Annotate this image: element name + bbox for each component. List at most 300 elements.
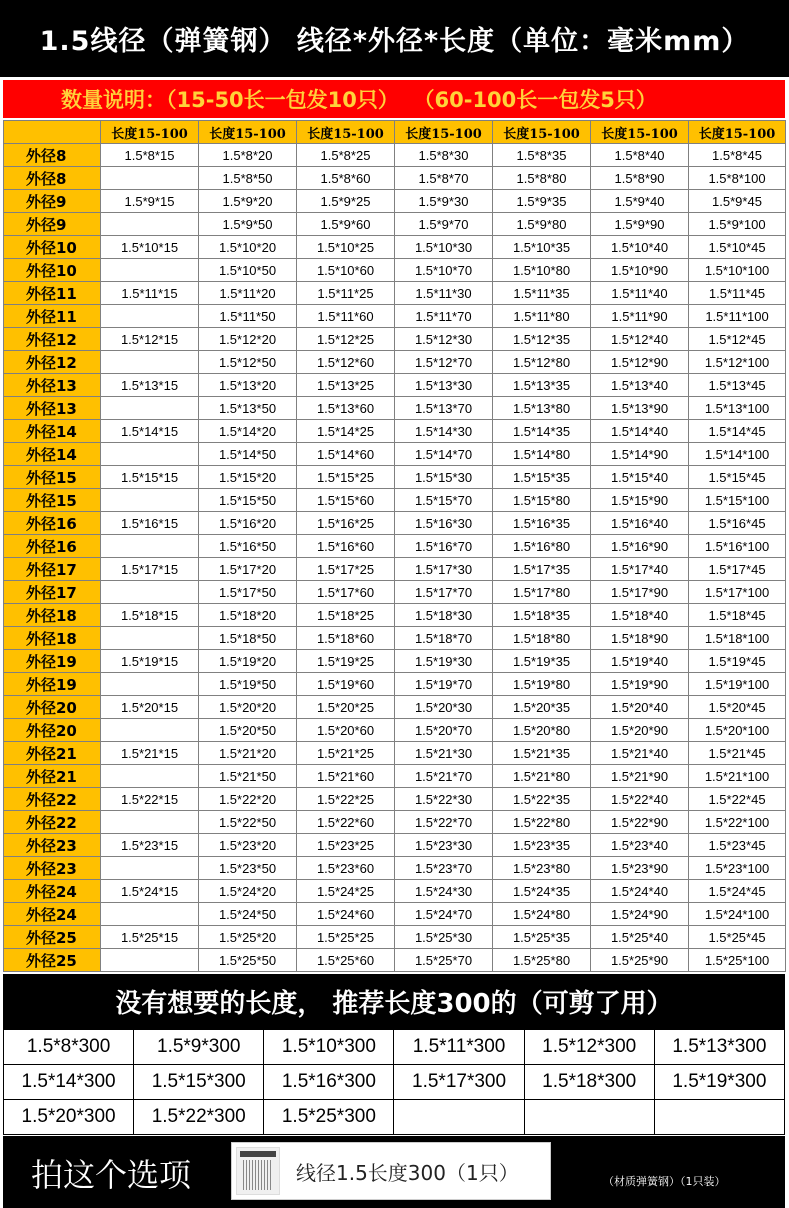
table-row xyxy=(4,742,786,765)
table-cell: 1.5*17*50 xyxy=(199,581,297,604)
table-cell: 1.5*16*70 xyxy=(395,535,493,558)
column-header: 长度15-100 xyxy=(689,121,786,144)
table-cell: 1.5*17*15 xyxy=(101,558,199,581)
table-cell: 1.5*20*20 xyxy=(199,696,297,719)
table-cell: 1.5*10*15 xyxy=(101,236,199,259)
table-cell: 1.5*9*50 xyxy=(199,213,297,236)
table-row xyxy=(4,236,786,259)
table-cell: 1.5*12*20 xyxy=(199,328,297,351)
table-row xyxy=(4,834,786,857)
table-cell: 1.5*16*20 xyxy=(199,512,297,535)
column-header: 长度15-100 xyxy=(591,121,689,144)
row-label: 外径25 xyxy=(4,926,101,949)
row-label: 外径8 xyxy=(4,167,101,190)
table-cell: 1.5*9*30 xyxy=(395,190,493,213)
table-cell: 1.5*18*15 xyxy=(101,604,199,627)
table-cell: 1.5*22*25 xyxy=(297,788,395,811)
recommend-row xyxy=(4,1065,785,1100)
row-label: 外径25 xyxy=(4,949,101,972)
row-label: 外径15 xyxy=(4,489,101,512)
table-cell: 1.5*23*50 xyxy=(199,857,297,880)
table-row xyxy=(4,374,786,397)
table-cell: 1.5*11*70 xyxy=(395,305,493,328)
table-cell: 1.5*13*100 xyxy=(689,397,786,420)
recommend-cell: 1.5*19*300 xyxy=(654,1065,784,1100)
table-row xyxy=(4,581,786,604)
table-cell: 1.5*20*30 xyxy=(395,696,493,719)
recommend-cell: 1.5*18*300 xyxy=(524,1065,654,1100)
table-cell: 1.5*16*25 xyxy=(297,512,395,535)
table-cell: 1.5*8*15 xyxy=(101,144,199,167)
table-cell: 1.5*9*70 xyxy=(395,213,493,236)
table-cell: 1.5*21*25 xyxy=(297,742,395,765)
table-cell: 1.5*11*40 xyxy=(591,282,689,305)
table-cell: 1.5*9*15 xyxy=(101,190,199,213)
table-cell: 1.5*15*45 xyxy=(689,466,786,489)
table-cell: 1.5*12*25 xyxy=(297,328,395,351)
table-row xyxy=(4,650,786,673)
table-cell: 1.5*20*80 xyxy=(493,719,591,742)
table-cell: 1.5*15*15 xyxy=(101,466,199,489)
table-cell: 1.5*11*90 xyxy=(591,305,689,328)
table-cell: 1.5*14*100 xyxy=(689,443,786,466)
table-cell: 1.5*8*100 xyxy=(689,167,786,190)
table-cell: 1.5*25*100 xyxy=(689,949,786,972)
table-cell: 1.5*24*70 xyxy=(395,903,493,926)
table-cell: 1.5*20*90 xyxy=(591,719,689,742)
table-cell: 1.5*21*35 xyxy=(493,742,591,765)
recommend-row xyxy=(4,1030,785,1065)
recommend-cell: 1.5*22*300 xyxy=(134,1100,264,1135)
table-cell: 1.5*25*70 xyxy=(395,949,493,972)
table-cell: 1.5*17*45 xyxy=(689,558,786,581)
table-cell: 1.5*14*50 xyxy=(199,443,297,466)
table-cell: 1.5*11*45 xyxy=(689,282,786,305)
table-cell: 1.5*24*100 xyxy=(689,903,786,926)
table-cell: 1.5*19*80 xyxy=(493,673,591,696)
column-header: 长度15-100 xyxy=(199,121,297,144)
table-cell: 1.5*24*45 xyxy=(689,880,786,903)
table-cell: 1.5*19*40 xyxy=(591,650,689,673)
table-cell: 1.5*10*35 xyxy=(493,236,591,259)
table-cell xyxy=(101,305,199,328)
table-cell: 1.5*22*15 xyxy=(101,788,199,811)
table-cell: 1.5*22*20 xyxy=(199,788,297,811)
table-cell xyxy=(101,903,199,926)
table-cell: 1.5*21*20 xyxy=(199,742,297,765)
table-row xyxy=(4,719,786,742)
table-cell: 1.5*11*50 xyxy=(199,305,297,328)
table-cell: 1.5*9*25 xyxy=(297,190,395,213)
table-cell: 1.5*13*80 xyxy=(493,397,591,420)
recommend-cell: 1.5*15*300 xyxy=(134,1065,264,1100)
table-cell: 1.5*21*90 xyxy=(591,765,689,788)
table-cell: 1.5*12*90 xyxy=(591,351,689,374)
table-cell xyxy=(101,397,199,420)
table-cell: 1.5*18*50 xyxy=(199,627,297,650)
table-cell: 1.5*11*100 xyxy=(689,305,786,328)
table-row xyxy=(4,328,786,351)
table-cell: 1.5*15*50 xyxy=(199,489,297,512)
table-cell: 1.5*19*100 xyxy=(689,673,786,696)
table-cell: 1.5*8*45 xyxy=(689,144,786,167)
table-row xyxy=(4,213,786,236)
table-cell: 1.5*23*15 xyxy=(101,834,199,857)
row-label: 外径18 xyxy=(4,604,101,627)
table-cell: 1.5*17*20 xyxy=(199,558,297,581)
row-label: 外径23 xyxy=(4,834,101,857)
row-label: 外径19 xyxy=(4,650,101,673)
table-cell: 1.5*20*60 xyxy=(297,719,395,742)
table-cell: 1.5*19*25 xyxy=(297,650,395,673)
recommend-cell xyxy=(654,1100,784,1135)
table-cell: 1.5*12*15 xyxy=(101,328,199,351)
table-cell: 1.5*17*80 xyxy=(493,581,591,604)
table-cell: 1.5*24*50 xyxy=(199,903,297,926)
table-cell: 1.5*21*60 xyxy=(297,765,395,788)
table-cell: 1.5*13*20 xyxy=(199,374,297,397)
recommend-cell: 1.5*20*300 xyxy=(4,1100,134,1135)
table-cell: 1.5*9*35 xyxy=(493,190,591,213)
table-cell: 1.5*25*80 xyxy=(493,949,591,972)
table-cell: 1.5*16*30 xyxy=(395,512,493,535)
table-row xyxy=(4,512,786,535)
table-cell xyxy=(101,811,199,834)
table-cell: 1.5*19*60 xyxy=(297,673,395,696)
table-cell: 1.5*18*20 xyxy=(199,604,297,627)
table-cell: 1.5*19*50 xyxy=(199,673,297,696)
table-cell: 1.5*16*40 xyxy=(591,512,689,535)
table-row xyxy=(4,259,786,282)
table-cell: 1.5*18*90 xyxy=(591,627,689,650)
row-label: 外径11 xyxy=(4,305,101,328)
table-row xyxy=(4,857,786,880)
table-cell: 1.5*23*60 xyxy=(297,857,395,880)
table-cell xyxy=(101,673,199,696)
table-cell: 1.5*14*30 xyxy=(395,420,493,443)
table-cell xyxy=(101,719,199,742)
table-cell xyxy=(101,581,199,604)
table-row xyxy=(4,420,786,443)
table-cell: 1.5*18*40 xyxy=(591,604,689,627)
table-cell xyxy=(101,949,199,972)
column-header: 长度15-100 xyxy=(493,121,591,144)
table-cell: 1.5*23*90 xyxy=(591,857,689,880)
table-cell: 1.5*9*90 xyxy=(591,213,689,236)
table-cell: 1.5*23*40 xyxy=(591,834,689,857)
table-cell: 1.5*16*35 xyxy=(493,512,591,535)
recommend-cell: 1.5*17*300 xyxy=(394,1065,524,1100)
table-cell: 1.5*17*60 xyxy=(297,581,395,604)
table-cell: 1.5*25*45 xyxy=(689,926,786,949)
table-cell: 1.5*8*70 xyxy=(395,167,493,190)
table-row xyxy=(4,144,786,167)
row-label: 外径16 xyxy=(4,512,101,535)
table-cell: 1.5*21*50 xyxy=(199,765,297,788)
table-cell: 1.5*8*20 xyxy=(199,144,297,167)
recommend-cell: 1.5*8*300 xyxy=(4,1030,134,1065)
table-cell xyxy=(101,489,199,512)
table-cell: 1.5*16*50 xyxy=(199,535,297,558)
table-cell xyxy=(101,443,199,466)
table-cell: 1.5*17*100 xyxy=(689,581,786,604)
recommend-cell xyxy=(394,1100,524,1135)
recommend-cell: 1.5*25*300 xyxy=(264,1100,394,1135)
row-label: 外径10 xyxy=(4,259,101,282)
table-cell: 1.5*15*25 xyxy=(297,466,395,489)
row-label: 外径13 xyxy=(4,397,101,420)
table-cell: 1.5*23*45 xyxy=(689,834,786,857)
table-cell: 1.5*14*20 xyxy=(199,420,297,443)
recommend-cell: 1.5*16*300 xyxy=(264,1065,394,1100)
table-cell: 1.5*25*15 xyxy=(101,926,199,949)
table-row xyxy=(4,558,786,581)
row-label: 外径12 xyxy=(4,328,101,351)
table-cell: 1.5*23*25 xyxy=(297,834,395,857)
column-header: 长度15-100 xyxy=(297,121,395,144)
table-row xyxy=(4,397,786,420)
table-cell: 1.5*11*30 xyxy=(395,282,493,305)
row-label: 外径15 xyxy=(4,466,101,489)
row-label: 外径24 xyxy=(4,903,101,926)
row-label: 外径21 xyxy=(4,765,101,788)
row-label: 外径16 xyxy=(4,535,101,558)
table-row xyxy=(4,949,786,972)
row-label: 外径17 xyxy=(4,581,101,604)
table-cell: 1.5*15*80 xyxy=(493,489,591,512)
table-cell: 1.5*19*90 xyxy=(591,673,689,696)
table-cell: 1.5*20*40 xyxy=(591,696,689,719)
table-cell: 1.5*13*30 xyxy=(395,374,493,397)
table-cell: 1.5*23*20 xyxy=(199,834,297,857)
table-cell: 1.5*10*50 xyxy=(199,259,297,282)
table-cell: 1.5*21*45 xyxy=(689,742,786,765)
table-cell: 1.5*23*35 xyxy=(493,834,591,857)
table-cell: 1.5*17*40 xyxy=(591,558,689,581)
table-cell: 1.5*12*35 xyxy=(493,328,591,351)
table-row xyxy=(4,673,786,696)
table-cell: 1.5*13*45 xyxy=(689,374,786,397)
table-cell: 1.5*16*90 xyxy=(591,535,689,558)
recommend-table xyxy=(3,1029,785,1135)
recommend-heading: 没有想要的长度， 推荐长度300的（可剪了用） xyxy=(3,974,785,1029)
table-cell: 1.5*12*60 xyxy=(297,351,395,374)
table-cell: 1.5*8*90 xyxy=(591,167,689,190)
table-cell: 1.5*14*35 xyxy=(493,420,591,443)
table-cell: 1.5*15*40 xyxy=(591,466,689,489)
table-cell: 1.5*12*70 xyxy=(395,351,493,374)
table-row xyxy=(4,788,786,811)
table-cell: 1.5*23*30 xyxy=(395,834,493,857)
table-cell: 1.5*15*30 xyxy=(395,466,493,489)
table-cell: 1.5*8*35 xyxy=(493,144,591,167)
table-cell: 1.5*21*40 xyxy=(591,742,689,765)
table-cell: 1.5*13*50 xyxy=(199,397,297,420)
table-cell: 1.5*10*25 xyxy=(297,236,395,259)
row-label: 外径9 xyxy=(4,213,101,236)
row-label: 外径8 xyxy=(4,144,101,167)
table-row xyxy=(4,443,786,466)
table-cell: 1.5*19*70 xyxy=(395,673,493,696)
table-cell: 1.5*8*80 xyxy=(493,167,591,190)
row-label: 外径14 xyxy=(4,443,101,466)
row-label: 外径20 xyxy=(4,719,101,742)
material-note: （材质弹簧钢）（1只装） xyxy=(603,1175,726,1188)
table-cell: 1.5*12*50 xyxy=(199,351,297,374)
table-cell: 1.5*13*35 xyxy=(493,374,591,397)
table-cell: 1.5*10*45 xyxy=(689,236,786,259)
row-label: 外径17 xyxy=(4,558,101,581)
table-cell: 1.5*21*80 xyxy=(493,765,591,788)
row-label: 外径13 xyxy=(4,374,101,397)
table-cell: 1.5*18*80 xyxy=(493,627,591,650)
table-cell: 1.5*25*20 xyxy=(199,926,297,949)
table-cell: 1.5*10*70 xyxy=(395,259,493,282)
table-cell: 1.5*15*35 xyxy=(493,466,591,489)
table-cell: 1.5*9*45 xyxy=(689,190,786,213)
table-cell: 1.5*25*60 xyxy=(297,949,395,972)
table-row xyxy=(4,351,786,374)
table-cell xyxy=(101,213,199,236)
row-label: 外径19 xyxy=(4,673,101,696)
table-cell: 1.5*22*30 xyxy=(395,788,493,811)
table-cell: 1.5*19*15 xyxy=(101,650,199,673)
table-cell: 1.5*24*15 xyxy=(101,880,199,903)
table-cell: 1.5*18*100 xyxy=(689,627,786,650)
row-label: 外径11 xyxy=(4,282,101,305)
row-label: 外径12 xyxy=(4,351,101,374)
column-header: 长度15-100 xyxy=(101,121,199,144)
table-cell: 1.5*12*45 xyxy=(689,328,786,351)
table-cell: 1.5*12*40 xyxy=(591,328,689,351)
table-cell: 1.5*22*35 xyxy=(493,788,591,811)
table-cell: 1.5*22*80 xyxy=(493,811,591,834)
page-title: 1.5线径（弹簧钢） 线径*外径*长度（单位：毫米mm） xyxy=(0,0,789,77)
table-cell: 1.5*10*90 xyxy=(591,259,689,282)
recommend-cell: 1.5*12*300 xyxy=(524,1030,654,1065)
table-cell: 1.5*25*50 xyxy=(199,949,297,972)
table-cell: 1.5*11*25 xyxy=(297,282,395,305)
table-cell: 1.5*14*60 xyxy=(297,443,395,466)
table-row xyxy=(4,604,786,627)
table-row xyxy=(4,282,786,305)
option-label: 线径1.5长度300（1只） xyxy=(296,1160,519,1185)
table-cell: 1.5*24*90 xyxy=(591,903,689,926)
product-thumbnail xyxy=(236,1147,280,1195)
table-cell: 1.5*11*15 xyxy=(101,282,199,305)
table-cell: 1.5*14*90 xyxy=(591,443,689,466)
table-cell: 1.5*12*80 xyxy=(493,351,591,374)
table-cell: 1.5*22*40 xyxy=(591,788,689,811)
table-row xyxy=(4,926,786,949)
table-cell xyxy=(101,535,199,558)
recommend-cell: 1.5*13*300 xyxy=(654,1030,784,1065)
table-cell: 1.5*11*60 xyxy=(297,305,395,328)
table-cell: 1.5*20*100 xyxy=(689,719,786,742)
table-cell: 1.5*24*40 xyxy=(591,880,689,903)
table-cell: 1.5*8*60 xyxy=(297,167,395,190)
row-label: 外径23 xyxy=(4,857,101,880)
table-cell: 1.5*10*100 xyxy=(689,259,786,282)
row-label: 外径21 xyxy=(4,742,101,765)
table-cell: 1.5*9*20 xyxy=(199,190,297,213)
table-cell: 1.5*17*35 xyxy=(493,558,591,581)
table-cell: 1.5*13*90 xyxy=(591,397,689,420)
table-cell xyxy=(101,857,199,880)
table-cell: 1.5*13*70 xyxy=(395,397,493,420)
table-row xyxy=(4,627,786,650)
table-cell: 1.5*13*40 xyxy=(591,374,689,397)
table-cell: 1.5*19*20 xyxy=(199,650,297,673)
table-cell: 1.5*13*25 xyxy=(297,374,395,397)
table-cell: 1.5*22*50 xyxy=(199,811,297,834)
table-cell: 1.5*14*40 xyxy=(591,420,689,443)
table-cell: 1.5*8*30 xyxy=(395,144,493,167)
table-cell: 1.5*25*90 xyxy=(591,949,689,972)
table-cell: 1.5*18*70 xyxy=(395,627,493,650)
table-cell: 1.5*11*80 xyxy=(493,305,591,328)
table-row xyxy=(4,880,786,903)
table-cell: 1.5*18*60 xyxy=(297,627,395,650)
table-cell: 1.5*14*15 xyxy=(101,420,199,443)
table-cell: 1.5*25*35 xyxy=(493,926,591,949)
table-cell: 1.5*13*60 xyxy=(297,397,395,420)
table-cell: 1.5*23*70 xyxy=(395,857,493,880)
row-label: 外径22 xyxy=(4,811,101,834)
table-row xyxy=(4,489,786,512)
table-cell xyxy=(101,765,199,788)
table-cell xyxy=(101,259,199,282)
table-cell: 1.5*18*45 xyxy=(689,604,786,627)
table-cell: 1.5*16*60 xyxy=(297,535,395,558)
table-cell: 1.5*20*35 xyxy=(493,696,591,719)
table-cell: 1.5*15*60 xyxy=(297,489,395,512)
table-cell: 1.5*14*25 xyxy=(297,420,395,443)
table-row xyxy=(4,765,786,788)
table-cell: 1.5*20*45 xyxy=(689,696,786,719)
option-button[interactable] xyxy=(231,1142,551,1200)
table-cell: 1.5*12*100 xyxy=(689,351,786,374)
table-cell: 1.5*16*100 xyxy=(689,535,786,558)
column-header: 长度15-100 xyxy=(395,121,493,144)
table-cell: 1.5*17*90 xyxy=(591,581,689,604)
table-cell: 1.5*9*40 xyxy=(591,190,689,213)
row-label: 外径14 xyxy=(4,420,101,443)
table-cell: 1.5*24*20 xyxy=(199,880,297,903)
table-cell: 1.5*10*40 xyxy=(591,236,689,259)
table-cell: 1.5*18*30 xyxy=(395,604,493,627)
row-label: 外径20 xyxy=(4,696,101,719)
table-header-row xyxy=(4,121,786,144)
table-cell: 1.5*17*30 xyxy=(395,558,493,581)
recommend-cell: 1.5*9*300 xyxy=(134,1030,264,1065)
corner-cell xyxy=(4,121,101,144)
table-cell: 1.5*10*80 xyxy=(493,259,591,282)
table-cell: 1.5*16*45 xyxy=(689,512,786,535)
table-row xyxy=(4,466,786,489)
table-cell: 1.5*14*80 xyxy=(493,443,591,466)
table-cell: 1.5*23*80 xyxy=(493,857,591,880)
recommend-cell: 1.5*14*300 xyxy=(4,1065,134,1100)
table-cell: 1.5*17*70 xyxy=(395,581,493,604)
table-cell: 1.5*11*35 xyxy=(493,282,591,305)
row-label: 外径22 xyxy=(4,788,101,811)
table-cell: 1.5*22*60 xyxy=(297,811,395,834)
table-cell: 1.5*15*20 xyxy=(199,466,297,489)
row-label: 外径24 xyxy=(4,880,101,903)
row-label: 外径9 xyxy=(4,190,101,213)
table-cell: 1.5*21*100 xyxy=(689,765,786,788)
